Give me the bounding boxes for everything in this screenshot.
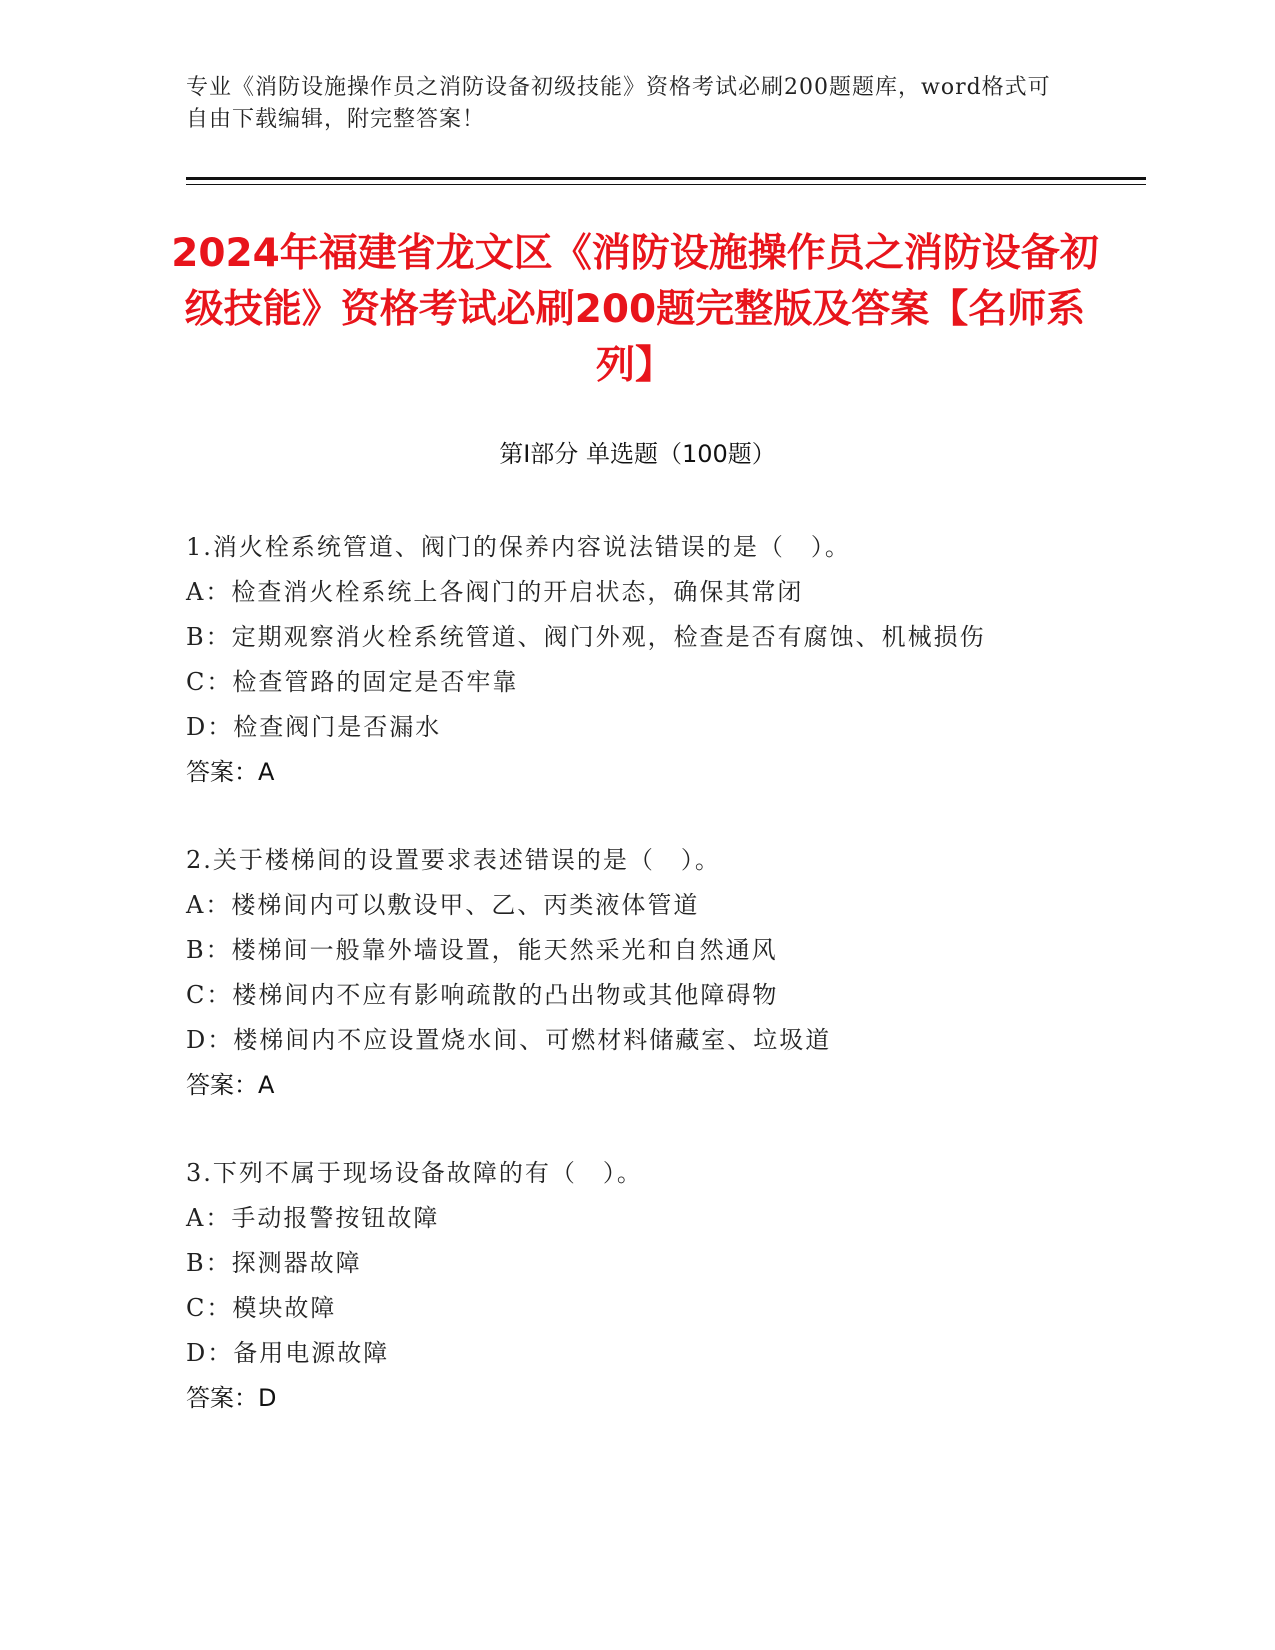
header-note: 专业《消防设施操作员之消防设备初级技能》资格考试必刷200题题库，word格式可自由下载编辑，附完整答案！	[186, 75, 1051, 132]
option-c: C：检查管路的固定是否牢靠	[186, 668, 519, 696]
question-1	[186, 525, 1106, 795]
option-d: D：楼梯间内不应设置烧水间、可燃材料储藏室、垃圾道	[186, 1026, 832, 1054]
header-rule-thick	[186, 177, 1146, 180]
option-a: A：楼梯间内可以敷设甲、乙、丙类液体管道	[186, 891, 700, 919]
option-b: B：楼梯间一般靠外墙设置，能天然采光和自然通风	[186, 936, 778, 964]
option-c: C：楼梯间内不应有影响疏散的凸出物或其他障碍物	[186, 981, 779, 1009]
option-d: D：检查阀门是否漏水	[186, 713, 442, 741]
section-title: 第Ⅰ部分 单选题（100题）	[499, 440, 776, 468]
option-d: D：备用电源故障	[186, 1339, 390, 1367]
answer: 答案：A	[186, 758, 275, 786]
question-2	[186, 838, 1106, 1108]
option-b: B：定期观察消火栓系统管道、阀门外观，检查是否有腐蚀、机械损伤	[186, 623, 986, 651]
question-stem: 2.关于楼梯间的设置要求表述错误的是（ ）。	[186, 846, 721, 874]
option-a: A：手动报警按钮故障	[186, 1204, 440, 1232]
answer: 答案：D	[186, 1384, 277, 1412]
question-3	[186, 1151, 1106, 1421]
question-stem: 1.消火栓系统管道、阀门的保养内容说法错误的是（ ）。	[186, 533, 851, 561]
option-b: B：探测器故障	[186, 1249, 362, 1277]
question-stem: 3.下列不属于现场设备故障的有（ ）。	[186, 1159, 643, 1187]
header-rule-thin	[186, 184, 1146, 185]
option-c: C：模块故障	[186, 1294, 337, 1322]
document-title: 2024年福建省龙文区《消防设施操作员之消防设备初级技能》资格考试必刷200题完整版及答案【名师系列】	[171, 231, 1099, 388]
option-a: A：检查消火栓系统上各阀门的开启状态，确保其常闭	[186, 578, 804, 606]
answer: 答案：A	[186, 1071, 275, 1099]
question-list	[186, 525, 1106, 1464]
